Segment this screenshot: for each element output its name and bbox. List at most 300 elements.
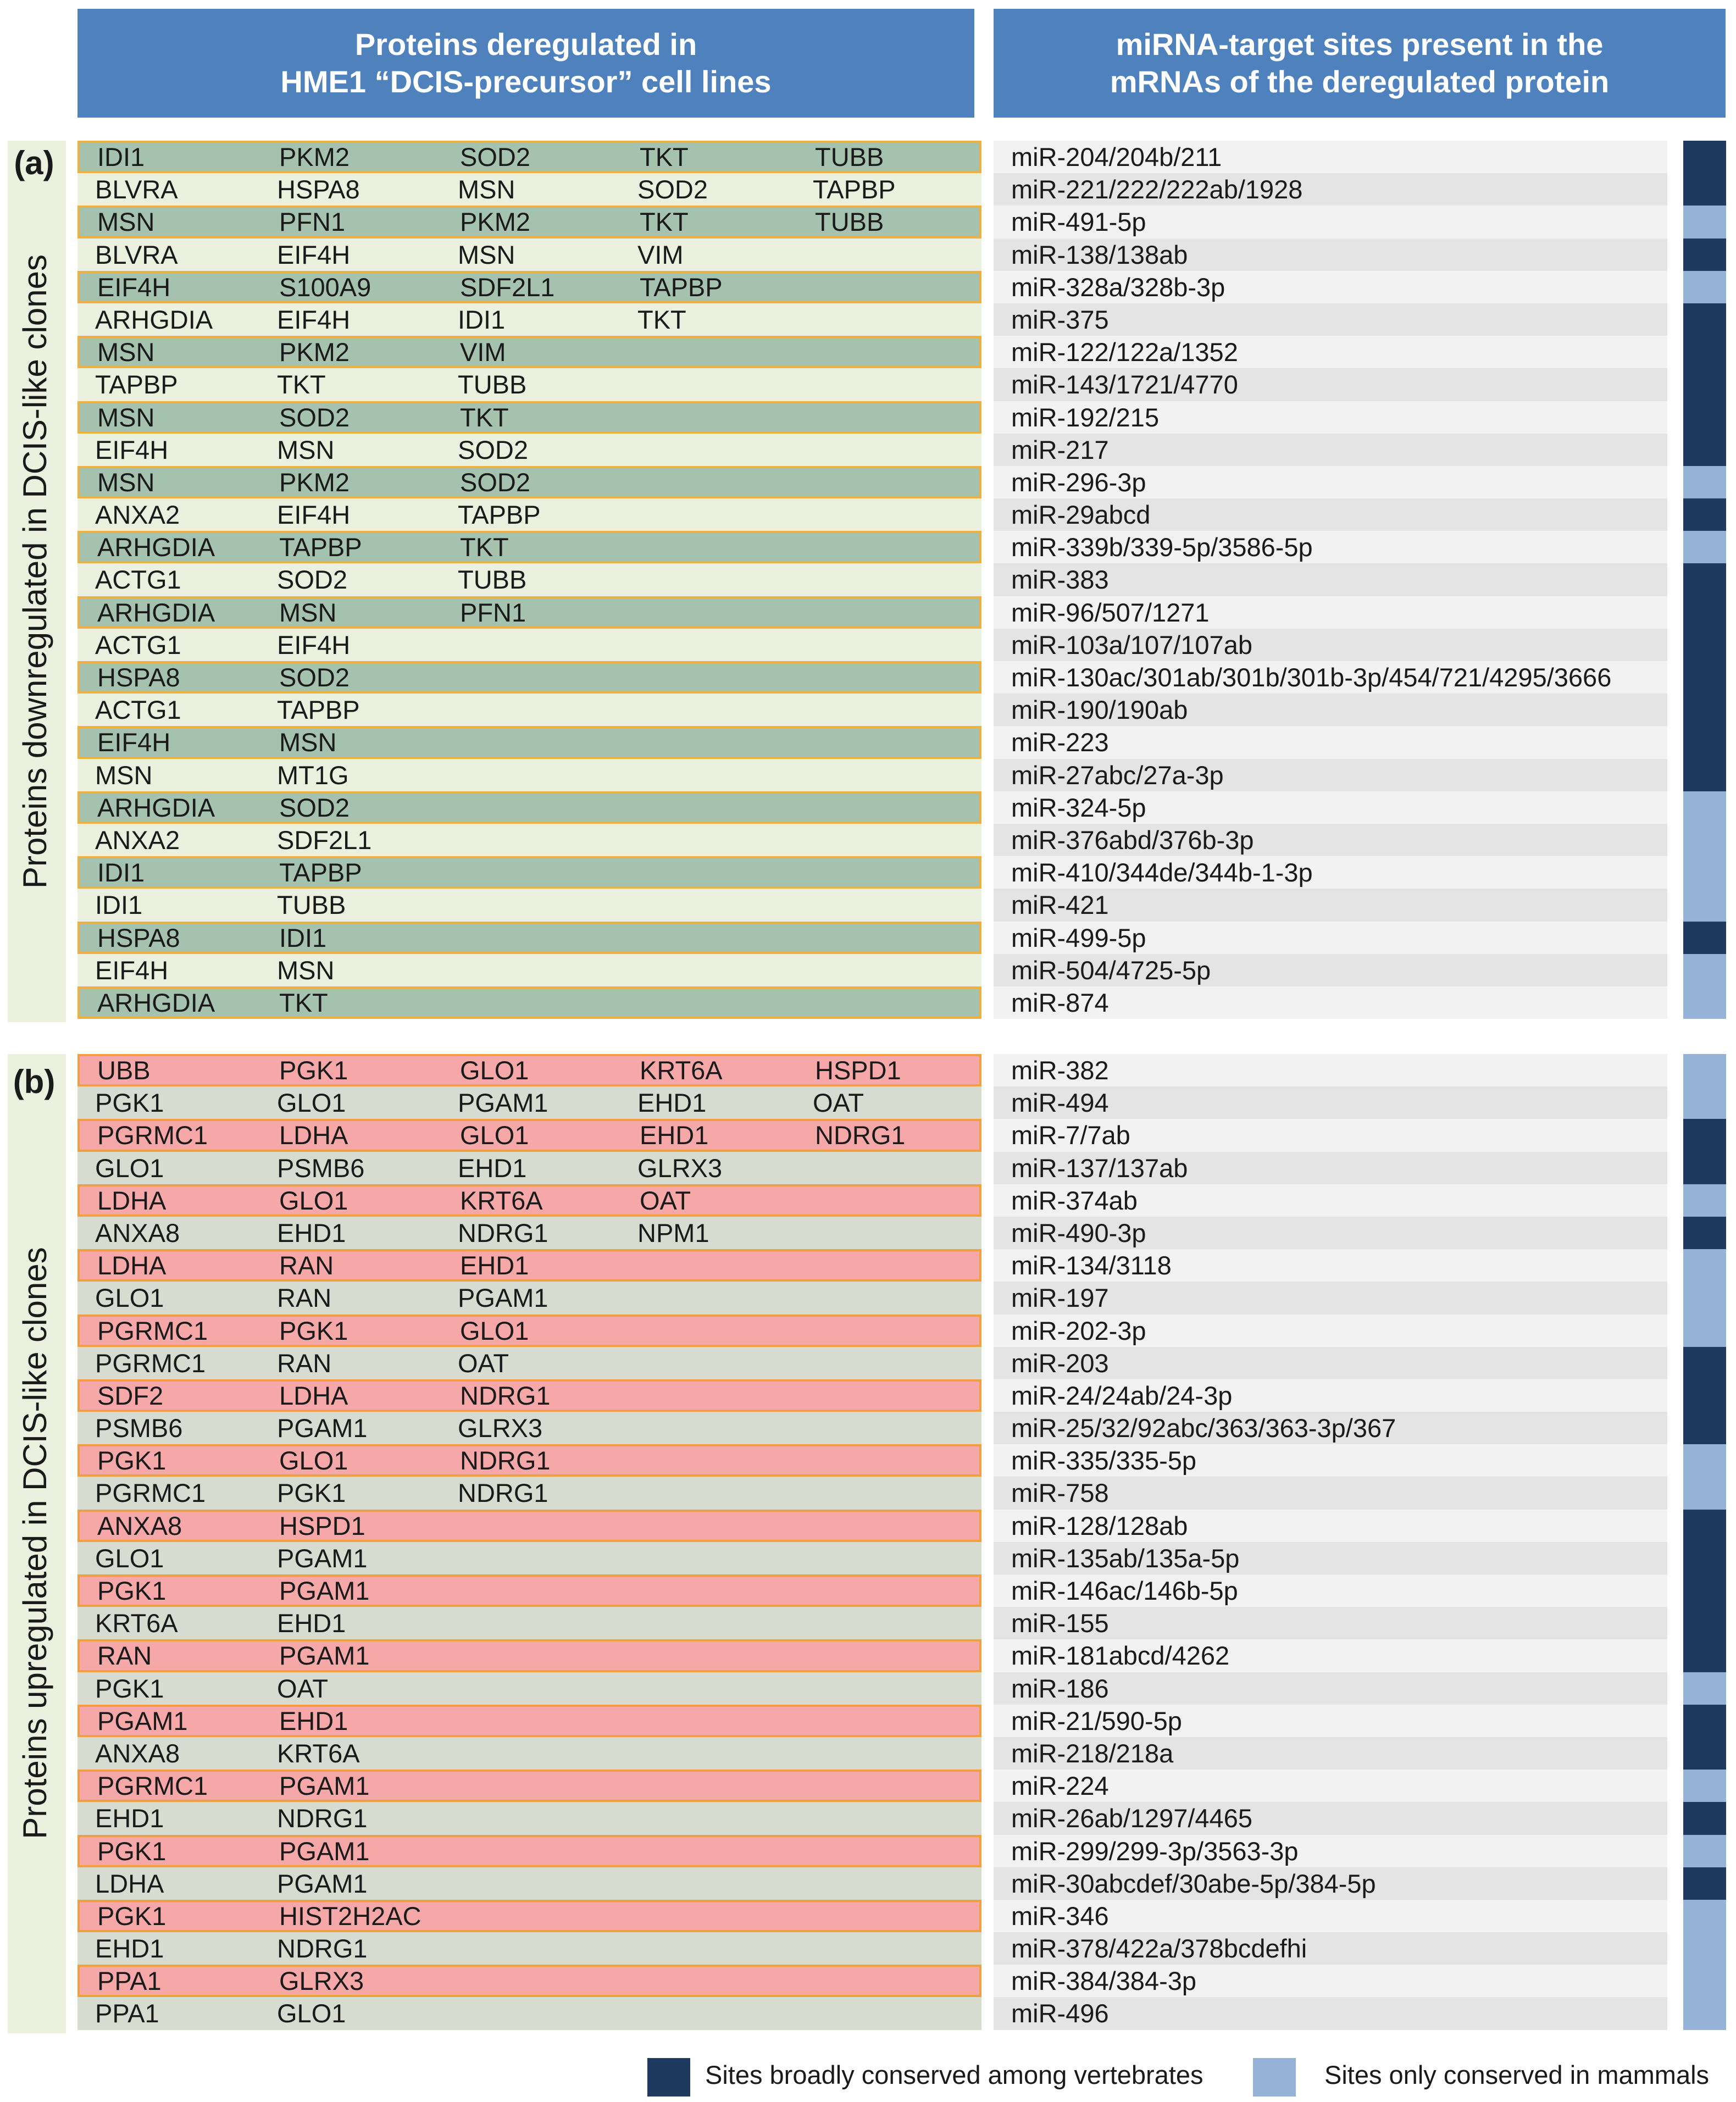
mirna-label: miR-181abcd/4262 bbox=[994, 1639, 1667, 1672]
protein-cell: PKM2 bbox=[460, 207, 530, 237]
protein-row bbox=[77, 824, 981, 856]
protein-cell: MSN bbox=[97, 467, 155, 497]
protein-cell: EIF4H bbox=[97, 728, 171, 757]
protein-cell: TKT bbox=[640, 142, 689, 171]
protein-cell: NDRG1 bbox=[277, 1804, 368, 1833]
protein-cell: IDI1 bbox=[458, 304, 506, 334]
protein-cell: RAN bbox=[277, 1348, 332, 1378]
panel-b-mirna-list bbox=[994, 1054, 1667, 2030]
mirna-label: miR-27abc/27a-3p bbox=[994, 759, 1667, 791]
protein-cell: GLRX3 bbox=[458, 1413, 543, 1443]
protein-row bbox=[77, 954, 981, 986]
protein-row bbox=[77, 889, 981, 921]
protein-cell: PGAM1 bbox=[279, 1771, 370, 1801]
protein-cell: HSPD1 bbox=[279, 1511, 365, 1540]
protein-row bbox=[77, 1672, 981, 1705]
protein-cell: PGAM1 bbox=[279, 1641, 370, 1671]
header-mirna-line1: miRNA-target sites present in the bbox=[1116, 27, 1604, 62]
protein-row bbox=[77, 1770, 981, 1802]
conservation-bar-mammal bbox=[1683, 531, 1726, 563]
panel-b-conservation-bars bbox=[1683, 1054, 1726, 2030]
protein-cell: TAPBP bbox=[279, 533, 362, 562]
protein-cell: TAPBP bbox=[640, 272, 723, 302]
conservation-bar-mammal bbox=[1683, 466, 1726, 498]
legend-mammal-swatch bbox=[1253, 2058, 1296, 2097]
protein-cell: ANXA8 bbox=[97, 1511, 182, 1540]
mirna-label: miR-335/335-5p bbox=[994, 1444, 1667, 1477]
conservation-bar-broad bbox=[1683, 1705, 1726, 1737]
protein-row bbox=[77, 1639, 981, 1672]
protein-row bbox=[77, 759, 981, 791]
conservation-bar-broad bbox=[1683, 368, 1726, 401]
panel-a-letter: (a) bbox=[14, 145, 54, 181]
mirna-label: miR-30abcdef/30abe-5p/384-5p bbox=[994, 1867, 1667, 1900]
protein-cell: PGRMC1 bbox=[97, 1771, 208, 1801]
protein-cell: RAN bbox=[97, 1641, 152, 1671]
conservation-bar-mammal bbox=[1683, 271, 1726, 303]
protein-cell: HIST2H2AC bbox=[279, 1901, 421, 1931]
protein-cell: TAPBP bbox=[277, 695, 360, 725]
protein-cell: ANXA2 bbox=[95, 825, 180, 855]
protein-cell: HSPA8 bbox=[97, 663, 180, 692]
protein-cell: GLO1 bbox=[460, 1056, 529, 1085]
mirna-label: miR-138/138ab bbox=[994, 239, 1667, 271]
protein-row bbox=[77, 531, 981, 563]
protein-row bbox=[77, 596, 981, 629]
protein-cell: PGAM1 bbox=[279, 1576, 370, 1605]
conservation-bar-mammal bbox=[1683, 791, 1726, 824]
protein-cell: HSPD1 bbox=[815, 1056, 901, 1085]
panel-a-mirna-list bbox=[994, 141, 1667, 1019]
protein-cell: TKT bbox=[637, 304, 686, 334]
protein-cell: SDF2L1 bbox=[460, 272, 555, 302]
protein-cell: KRT6A bbox=[95, 1609, 178, 1638]
protein-cell: EIF4H bbox=[95, 435, 169, 464]
protein-cell: MSN bbox=[279, 597, 337, 627]
protein-cell: OAT bbox=[813, 1088, 864, 1118]
mirna-label: miR-296-3p bbox=[994, 466, 1667, 498]
protein-cell: PGRMC1 bbox=[95, 1348, 206, 1378]
conservation-bar-mammal bbox=[1683, 856, 1726, 889]
protein-cell: HSPA8 bbox=[97, 923, 180, 952]
mirna-label: miR-24/24ab/24-3p bbox=[994, 1379, 1667, 1412]
mirna-label: miR-203 bbox=[994, 1347, 1667, 1379]
protein-cell: TKT bbox=[279, 988, 328, 1017]
protein-cell: EHD1 bbox=[95, 1804, 164, 1833]
mirna-label: miR-21/590-5p bbox=[994, 1705, 1667, 1737]
protein-cell: PGK1 bbox=[97, 1836, 167, 1866]
conservation-bar-mammal bbox=[1683, 1932, 1726, 1965]
conservation-bar-broad bbox=[1683, 1542, 1726, 1574]
conservation-bar-broad bbox=[1683, 726, 1726, 758]
header-proteins-line2: HME1 “DCIS-precursor” cell lines bbox=[280, 64, 772, 99]
mirna-label: miR-190/190ab bbox=[994, 694, 1667, 726]
header-proteins-line1: Proteins deregulated in bbox=[354, 27, 697, 62]
conservation-bar-broad bbox=[1683, 1217, 1726, 1249]
protein-cell: PGAM1 bbox=[458, 1088, 548, 1118]
protein-cell: PFN1 bbox=[460, 597, 526, 627]
protein-cell: TKT bbox=[460, 533, 509, 562]
protein-row bbox=[77, 1997, 981, 2029]
protein-row bbox=[77, 1282, 981, 1314]
protein-row bbox=[77, 1347, 981, 1379]
conservation-bar-mammal bbox=[1683, 1477, 1726, 1509]
protein-cell: S100A9 bbox=[279, 272, 371, 302]
panel-a-side-label: Proteins downregulated in DCIS-like clones bbox=[16, 254, 53, 889]
panel-b-protein-table bbox=[77, 1054, 981, 2030]
mirna-label: miR-384/384-3p bbox=[994, 1965, 1667, 1997]
mirna-label: miR-7/7ab bbox=[994, 1119, 1667, 1151]
protein-cell: PGAM1 bbox=[277, 1543, 368, 1573]
mirna-label: miR-383 bbox=[994, 563, 1667, 596]
protein-row bbox=[77, 1152, 981, 1184]
protein-row bbox=[77, 1444, 981, 1477]
mirna-label: miR-96/507/1271 bbox=[994, 596, 1667, 629]
protein-cell: LDHA bbox=[95, 1868, 164, 1898]
protein-cell: GLO1 bbox=[279, 1446, 348, 1476]
protein-cell: GLRX3 bbox=[279, 1966, 364, 1996]
protein-row bbox=[77, 1607, 981, 1639]
protein-cell: SOD2 bbox=[279, 402, 350, 432]
protein-cell: PGRMC1 bbox=[97, 1121, 208, 1150]
legend-mammal-label: Sites only conserved in mammals bbox=[1324, 2060, 1710, 2089]
panel-b-side-label: Proteins upregulated in DCIS-like clones bbox=[16, 1247, 53, 1839]
protein-row bbox=[77, 141, 981, 173]
mirna-label: miR-128/128ab bbox=[994, 1510, 1667, 1542]
protein-cell: OAT bbox=[640, 1185, 691, 1215]
protein-cell: BLVRA bbox=[95, 240, 178, 269]
protein-cell: GLRX3 bbox=[637, 1153, 723, 1183]
mirna-label: miR-130ac/301ab/301b/301b-3p/454/721/4295/3666 bbox=[994, 661, 1667, 694]
protein-cell: GLO1 bbox=[277, 1999, 346, 2028]
mirna-label: miR-26ab/1297/4465 bbox=[994, 1802, 1667, 1834]
conservation-bar-broad bbox=[1683, 173, 1726, 206]
protein-cell: PGRMC1 bbox=[95, 1478, 206, 1508]
protein-cell: TUBB bbox=[277, 890, 346, 920]
protein-row bbox=[77, 1705, 981, 1737]
protein-cell: MSN bbox=[279, 728, 337, 757]
protein-cell: PGAM1 bbox=[279, 1836, 370, 1866]
protein-row bbox=[77, 1542, 981, 1574]
protein-cell: PKM2 bbox=[279, 337, 350, 367]
protein-row bbox=[77, 1477, 981, 1509]
protein-cell: MSN bbox=[95, 760, 153, 790]
protein-row bbox=[77, 856, 981, 889]
mirna-label: miR-410/344de/344b-1-3p bbox=[994, 856, 1667, 889]
conservation-bar-broad bbox=[1683, 661, 1726, 694]
protein-cell: SOD2 bbox=[279, 663, 350, 692]
protein-cell: TAPBP bbox=[458, 500, 541, 530]
mirna-label: miR-122/122a/1352 bbox=[994, 336, 1667, 368]
protein-row bbox=[77, 1249, 981, 1282]
protein-cell: EHD1 bbox=[277, 1609, 346, 1638]
protein-row bbox=[77, 303, 981, 336]
protein-cell: PGK1 bbox=[277, 1478, 346, 1508]
protein-cell: SDF2 bbox=[97, 1380, 164, 1410]
protein-cell: PGAM1 bbox=[277, 1868, 368, 1898]
protein-cell: UBB bbox=[97, 1056, 151, 1085]
protein-cell: TUBB bbox=[815, 207, 884, 237]
protein-cell: OAT bbox=[277, 1673, 329, 1703]
protein-row bbox=[77, 629, 981, 661]
protein-cell: ACTG1 bbox=[95, 630, 181, 659]
protein-cell: SOD2 bbox=[458, 435, 528, 464]
protein-row bbox=[77, 1510, 981, 1542]
mirna-label: miR-299/299-3p/3563-3p bbox=[994, 1835, 1667, 1867]
conservation-bar-mammal bbox=[1683, 1249, 1726, 1282]
protein-cell: EHD1 bbox=[95, 1934, 164, 1964]
protein-cell: PSMB6 bbox=[277, 1153, 365, 1183]
mirna-label: miR-339b/339-5p/3586-5p bbox=[994, 531, 1667, 563]
protein-cell: PKM2 bbox=[279, 467, 350, 497]
conservation-bar-broad bbox=[1683, 922, 1726, 954]
mirna-label: miR-374ab bbox=[994, 1184, 1667, 1217]
protein-cell: KRT6A bbox=[460, 1185, 543, 1215]
mirna-label: miR-221/222/222ab/1928 bbox=[994, 173, 1667, 206]
protein-cell: TUBB bbox=[815, 142, 884, 171]
protein-cell: KRT6A bbox=[277, 1738, 360, 1768]
protein-cell: EIF4H bbox=[277, 500, 351, 530]
conservation-bar-broad bbox=[1683, 1412, 1726, 1444]
protein-row bbox=[77, 271, 981, 303]
protein-cell: PGAM1 bbox=[277, 1413, 368, 1443]
protein-cell: VIM bbox=[637, 240, 684, 269]
protein-cell: GLO1 bbox=[95, 1543, 164, 1573]
mirna-label: miR-134/3118 bbox=[994, 1249, 1667, 1282]
protein-row bbox=[77, 401, 981, 434]
protein-cell: EHD1 bbox=[277, 1218, 346, 1247]
protein-cell: SOD2 bbox=[460, 467, 530, 497]
protein-row bbox=[77, 563, 981, 596]
protein-cell: NDRG1 bbox=[460, 1446, 551, 1476]
mirna-label: miR-218/218a bbox=[994, 1737, 1667, 1770]
protein-row bbox=[77, 694, 981, 726]
protein-cell: EHD1 bbox=[458, 1153, 527, 1183]
protein-cell: EHD1 bbox=[460, 1251, 529, 1280]
protein-cell: PPA1 bbox=[97, 1966, 162, 1996]
conservation-bar-mammal bbox=[1683, 1282, 1726, 1314]
protein-cell: GLO1 bbox=[95, 1283, 164, 1313]
protein-cell: NDRG1 bbox=[277, 1934, 368, 1964]
protein-cell: PGAM1 bbox=[97, 1706, 188, 1735]
protein-cell: MSN bbox=[97, 402, 155, 432]
protein-cell: ACTG1 bbox=[95, 565, 181, 595]
conservation-bar-broad bbox=[1683, 1737, 1726, 1770]
protein-cell: PGK1 bbox=[95, 1673, 164, 1703]
header-proteins bbox=[77, 9, 974, 118]
mirna-label: miR-29abcd bbox=[994, 498, 1667, 531]
mirna-label: miR-375 bbox=[994, 303, 1667, 336]
protein-row bbox=[77, 434, 981, 466]
protein-cell: ANXA8 bbox=[95, 1738, 180, 1768]
protein-cell: TUBB bbox=[458, 370, 527, 400]
protein-cell: SOD2 bbox=[277, 565, 347, 595]
protein-cell: ARHGDIA bbox=[97, 533, 215, 562]
protein-row bbox=[77, 466, 981, 498]
mirna-label: miR-202-3p bbox=[994, 1315, 1667, 1347]
mirna-label: miR-490-3p bbox=[994, 1217, 1667, 1249]
protein-row bbox=[77, 336, 981, 368]
mirna-label: miR-346 bbox=[994, 1900, 1667, 1932]
protein-row bbox=[77, 1086, 981, 1119]
protein-row bbox=[77, 791, 981, 824]
mirna-label: miR-496 bbox=[994, 1997, 1667, 2029]
protein-cell: RAN bbox=[277, 1283, 332, 1313]
protein-cell: SDF2L1 bbox=[277, 825, 372, 855]
protein-row bbox=[77, 1217, 981, 1249]
conservation-bar-broad bbox=[1683, 563, 1726, 596]
protein-cell: LDHA bbox=[97, 1251, 167, 1280]
protein-cell: SOD2 bbox=[460, 142, 530, 171]
protein-row bbox=[77, 368, 981, 401]
mirna-label: miR-192/215 bbox=[994, 401, 1667, 434]
panel-a-conservation-bars bbox=[1683, 141, 1726, 1019]
mirna-label: miR-378/422a/378bcdefhi bbox=[994, 1932, 1667, 1965]
panel-b-letter: (b) bbox=[13, 1063, 56, 1100]
protein-cell: LDHA bbox=[97, 1185, 167, 1215]
conservation-bar-broad bbox=[1683, 1347, 1726, 1379]
protein-cell: KRT6A bbox=[640, 1056, 723, 1085]
conservation-bar-broad bbox=[1683, 498, 1726, 531]
protein-row bbox=[77, 1900, 981, 1932]
mirna-label: miR-504/4725-5p bbox=[994, 954, 1667, 986]
protein-cell: NDRG1 bbox=[815, 1121, 906, 1150]
protein-row bbox=[77, 1867, 981, 1900]
protein-cell: BLVRA bbox=[95, 175, 178, 204]
conservation-bar-mammal bbox=[1683, 1997, 1726, 2029]
protein-cell: EIF4H bbox=[277, 240, 351, 269]
legend-broad-label: Sites broadly conserved among vertebrates bbox=[705, 2060, 1203, 2089]
conservation-bar-broad bbox=[1683, 239, 1726, 271]
conservation-bar-broad bbox=[1683, 694, 1726, 726]
panel-a-protein-table bbox=[77, 141, 981, 1019]
protein-row bbox=[77, 1379, 981, 1412]
mirna-label: miR-146ac/146b-5p bbox=[994, 1574, 1667, 1607]
protein-row bbox=[77, 239, 981, 271]
conservation-bar-broad bbox=[1683, 401, 1726, 434]
conservation-bar-broad bbox=[1683, 1639, 1726, 1672]
conservation-bar-broad bbox=[1683, 1119, 1726, 1151]
protein-cell: PGAM1 bbox=[458, 1283, 548, 1313]
conservation-bar-mammal bbox=[1683, 1054, 1726, 1086]
protein-row bbox=[77, 1412, 981, 1444]
mirna-label: miR-328a/328b-3p bbox=[994, 271, 1667, 303]
protein-cell: EHD1 bbox=[640, 1121, 709, 1150]
mirna-label: miR-186 bbox=[994, 1672, 1667, 1705]
protein-row bbox=[77, 206, 981, 238]
mirna-label: miR-204/204b/211 bbox=[994, 141, 1667, 173]
protein-cell: PGRMC1 bbox=[97, 1316, 208, 1345]
protein-cell: IDI1 bbox=[97, 142, 145, 171]
protein-cell: HSPA8 bbox=[277, 175, 360, 204]
conservation-bar-broad bbox=[1683, 1379, 1726, 1412]
protein-cell: MSN bbox=[97, 207, 155, 237]
protein-row bbox=[77, 1184, 981, 1217]
conservation-bar-mammal bbox=[1683, 1315, 1726, 1347]
protein-cell: GLO1 bbox=[460, 1316, 529, 1345]
protein-row bbox=[77, 726, 981, 758]
protein-row bbox=[77, 1835, 981, 1867]
mirna-label: miR-376abd/376b-3p bbox=[994, 824, 1667, 856]
conservation-bar-mammal bbox=[1683, 1672, 1726, 1705]
header-mirna bbox=[994, 9, 1726, 118]
protein-cell: TAPBP bbox=[95, 370, 178, 400]
conservation-bar-broad bbox=[1683, 759, 1726, 791]
protein-cell: LDHA bbox=[279, 1121, 348, 1150]
protein-row bbox=[77, 1802, 981, 1834]
protein-cell: IDI1 bbox=[95, 890, 143, 920]
protein-cell: MSN bbox=[277, 435, 335, 464]
protein-cell: TUBB bbox=[458, 565, 527, 595]
protein-cell: NDRG1 bbox=[460, 1380, 551, 1410]
protein-cell: SOD2 bbox=[279, 792, 350, 822]
protein-cell: GLO1 bbox=[95, 1153, 164, 1183]
protein-cell: ANXA8 bbox=[95, 1218, 180, 1247]
protein-cell: MT1G bbox=[277, 760, 349, 790]
protein-cell: LDHA bbox=[279, 1380, 348, 1410]
protein-cell: NDRG1 bbox=[458, 1478, 548, 1508]
protein-cell: PGK1 bbox=[97, 1901, 167, 1931]
mirna-label: miR-197 bbox=[994, 1282, 1667, 1314]
mirna-label: miR-143/1721/4770 bbox=[994, 368, 1667, 401]
mirna-label: miR-499-5p bbox=[994, 922, 1667, 954]
protein-cell: RAN bbox=[279, 1251, 334, 1280]
protein-cell: IDI1 bbox=[97, 858, 145, 888]
mirna-label: miR-103a/107/107ab bbox=[994, 629, 1667, 661]
legend-broad-swatch bbox=[647, 2058, 690, 2097]
conservation-bar-broad bbox=[1683, 336, 1726, 368]
protein-cell: SOD2 bbox=[637, 175, 708, 204]
mirna-label: miR-382 bbox=[994, 1054, 1667, 1086]
conservation-bar-mammal bbox=[1683, 1086, 1726, 1119]
protein-cell: ARHGDIA bbox=[97, 792, 215, 822]
protein-cell: MSN bbox=[277, 955, 335, 985]
protein-cell: GLO1 bbox=[460, 1121, 529, 1150]
mirna-label: miR-758 bbox=[994, 1477, 1667, 1509]
conservation-bar-broad bbox=[1683, 629, 1726, 661]
mirna-label: miR-217 bbox=[994, 434, 1667, 466]
mirna-label: miR-874 bbox=[994, 986, 1667, 1019]
conservation-bar-mammal bbox=[1683, 986, 1726, 1019]
protein-row bbox=[77, 661, 981, 694]
protein-cell: PGK1 bbox=[97, 1576, 167, 1605]
protein-cell: MSN bbox=[458, 175, 515, 204]
mirna-label: miR-491-5p bbox=[994, 206, 1667, 238]
protein-cell: PKM2 bbox=[279, 142, 350, 171]
protein-cell: TAPBP bbox=[813, 175, 896, 204]
protein-cell: TKT bbox=[640, 207, 689, 237]
conservation-bar-mammal bbox=[1683, 1184, 1726, 1217]
conservation-bar-broad bbox=[1683, 596, 1726, 629]
protein-cell: NDRG1 bbox=[458, 1218, 548, 1247]
protein-cell: PGK1 bbox=[279, 1056, 348, 1085]
protein-cell: TKT bbox=[277, 370, 326, 400]
protein-row bbox=[77, 986, 981, 1019]
protein-cell: EHD1 bbox=[279, 1706, 348, 1735]
conservation-bar-mammal bbox=[1683, 1444, 1726, 1477]
conservation-bar-broad bbox=[1683, 1574, 1726, 1607]
protein-row bbox=[77, 1965, 981, 1997]
protein-row bbox=[77, 498, 981, 531]
protein-cell: GLO1 bbox=[279, 1185, 348, 1215]
protein-cell: PFN1 bbox=[279, 207, 346, 237]
conservation-bar-mammal bbox=[1683, 889, 1726, 921]
conservation-bar-broad bbox=[1683, 141, 1726, 173]
protein-row bbox=[77, 1315, 981, 1347]
conservation-bar-mammal bbox=[1683, 1900, 1726, 1932]
protein-cell: ARHGDIA bbox=[97, 988, 215, 1017]
protein-cell: ARHGDIA bbox=[97, 597, 215, 627]
